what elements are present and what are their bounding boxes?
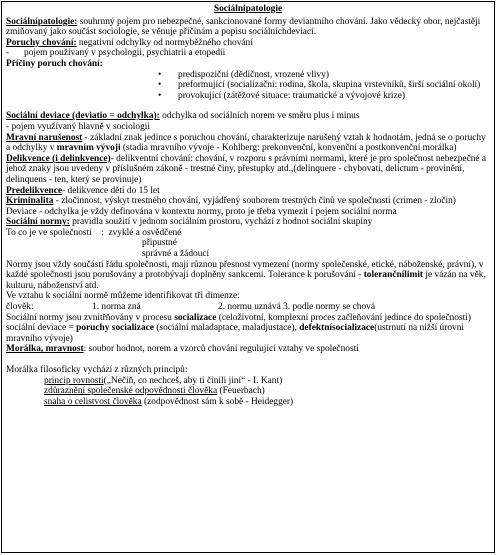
normy-toco3: správné a žádoucí: [142, 249, 210, 260]
list-item: • provokující (zátěžové situace: traumatické a vývojové krize): [6, 91, 490, 102]
mravni-paragraph: [6, 133, 490, 154]
document-page: [1, 1, 495, 553]
poruchy-text: negativní odchylky od normyběžného chování: [76, 37, 253, 48]
vztah-paragraph: [6, 323, 490, 344]
deviace2-paragraph: Deviace - odchylka je vždy definována v kontextu normy, proto je třeba vymezit i pojem sociální norma: [6, 206, 397, 217]
principy-item-rest: („Nečiň, co nechceš, aby ti činili jiní“ - I. Kant): [103, 375, 283, 386]
normy-text-bold: tolerančnílimit: [363, 270, 424, 281]
mravni-term: Mravní narušenost: [6, 132, 83, 143]
normy-text-t2: je vázán na věk, kulturu, náboženství atd.: [6, 270, 486, 291]
principy-item: [6, 386, 490, 397]
normy-text-t3: Ve vztahu k sociální normě můžeme identifikovat tři dimenze:: [6, 291, 240, 302]
socializace-bold: socializace: [174, 312, 217, 323]
kriminalita-paragraph: [6, 196, 490, 207]
normy-text-t1: Normy jsou vždy součástí řádu společnosti, mají různou přesnost vymezení (normy společenské, etické, náboženské, právní), v každé společnosti jsou porušovány a protobývají doplněny sankcemi. Tolerance k porušování -: [6, 259, 484, 281]
socializace-t2: (celoživotní, komplexní proces začleňování jedince do společnosti): [216, 312, 471, 323]
priciny-list: [6, 70, 490, 102]
moralka-term: Morálka, mravnost: [6, 344, 84, 355]
poruchy-dash-item: - pojem používaný v psychologii, psychiatrii a etopedii: [6, 48, 490, 59]
poruchy-paragraph: [6, 38, 490, 49]
kriminalita-text: - zločinnost, výskyt trestného chování, vyjádřený souborem trestných činů ve společnosti (crimen - zločin): [53, 196, 456, 207]
deviace-text: odchylka od sociálních norem ve směru plus i minus: [159, 111, 360, 122]
delikvence-paragraph: [6, 154, 490, 186]
intro-text: souhrnný pojem pro nebezpečné, sankcionované formy deviantního chování. Jako vědecký obor, nejčastěji zmiňovaný jako součást sociologie, se věnuje příčinám a popisu sociálníchdeviací.: [6, 16, 481, 38]
deviace-term: Sociální deviace (deviatio = odchylka):: [6, 111, 160, 122]
mravni-text2: (stadia mravního vývoje - Kohlberg: prekonvenční, konvenční a postkonvenční morálka): [120, 143, 457, 154]
principy-item-rest: (zodpovědnost sám k sobě - Heidegger): [141, 396, 294, 407]
dimenze-item: 1. norma zná: [92, 302, 141, 313]
socializace-paragraph: [6, 313, 490, 324]
dimenze-label: člověk:: [6, 302, 34, 313]
deviace-line2: - pojem využívaný hlavně v sociologii: [6, 121, 150, 132]
poruchy-term: Poruchy chování:: [6, 37, 77, 48]
predelikvence-term: Predelikvence: [6, 185, 63, 196]
socializace-t1: Sociální normy jsou zvnitřňovány v procesu: [6, 312, 175, 323]
principy-item: [6, 376, 490, 387]
priciny-heading: Příčiny poruch chování:: [6, 58, 103, 69]
normy-text: pravidla soužití v jednom sociálním prostoru, vychází z hodnot sociální skupiny: [69, 217, 373, 228]
normy-paragraph: [6, 217, 490, 228]
delikvence-term: Delikvence (i delinkvence): [6, 153, 111, 164]
principy-item-u: princip rovnosti: [44, 375, 104, 386]
delikvence-text: - delikventní chování: chování, v rozporu s právními normami, které je pro společnost nebezpečné a jehož znaky jsou uvedeny v příslušném zákoně - trestné činy, přestupky atd.,(delinquere - chybovati, delictum - provinění, delinquens - ten, který se provinuje): [6, 153, 487, 185]
dimenze-row: [6, 302, 490, 313]
principy-item-u: zdůraznění společenské odpovědnosti člověka: [44, 386, 218, 397]
deviace-paragraph: [6, 111, 490, 122]
page-title: Sociálnipatologie: [213, 4, 283, 14]
list-item: • preformující (socializační: rodina, škola, skupina vrstevníků, širší sociální okolí): [6, 80, 490, 91]
intro-paragraph: [6, 17, 490, 38]
kriminalita-term: Kriminalita: [6, 196, 54, 207]
principy-item-u: snaha o celistvost člověka: [44, 396, 142, 407]
dimenze-item: 2. normu uznává 3. podle normy se chová: [218, 302, 375, 313]
intro-term: Sociálnípatologie:: [6, 16, 78, 27]
normy-text-paragraph: [6, 260, 490, 292]
vztah-bold1: poruchy socializace: [76, 323, 154, 334]
list-item: • predispoziční (dědičnost, vrozené vlivy): [6, 70, 490, 81]
principy-item-rest: (Feuerbach): [217, 386, 265, 397]
predelikvence-paragraph: [6, 186, 490, 197]
moralka-paragraph: [6, 344, 490, 355]
moralka-text: : soubor hodnot, norem a vzorců chování regulující vztahy ve společnosti: [83, 344, 359, 355]
vztah-t2: (sociální maladaptace, maladjustace),: [153, 323, 300, 334]
predelikvence-text: - delikvence dětí do 15 let: [62, 185, 160, 196]
vztah-t1: sociální deviace =: [6, 323, 77, 334]
vztah-bold2: defektnísocializace: [299, 323, 375, 334]
principy-item: [6, 397, 490, 408]
mravni-bold: mravním vývoji: [56, 143, 121, 154]
normy-term: Sociální normy:: [6, 217, 70, 228]
normy-toco2: připustné: [142, 238, 177, 249]
normy-toco: To co je ve společnosti : zvyklé a osvědčené: [6, 227, 182, 238]
mravni-text1: - základní znak jedince s poruchou chování, charakterizuje narušený vztah k hodnotám, jedná se o poruchy a odchylky v: [6, 132, 486, 154]
vztah-t3: (ustrnutí na nižší úrovni mravního vývoje): [6, 323, 465, 344]
principy-heading: Morálka filosoficky vychází z různých principů:: [6, 365, 188, 375]
